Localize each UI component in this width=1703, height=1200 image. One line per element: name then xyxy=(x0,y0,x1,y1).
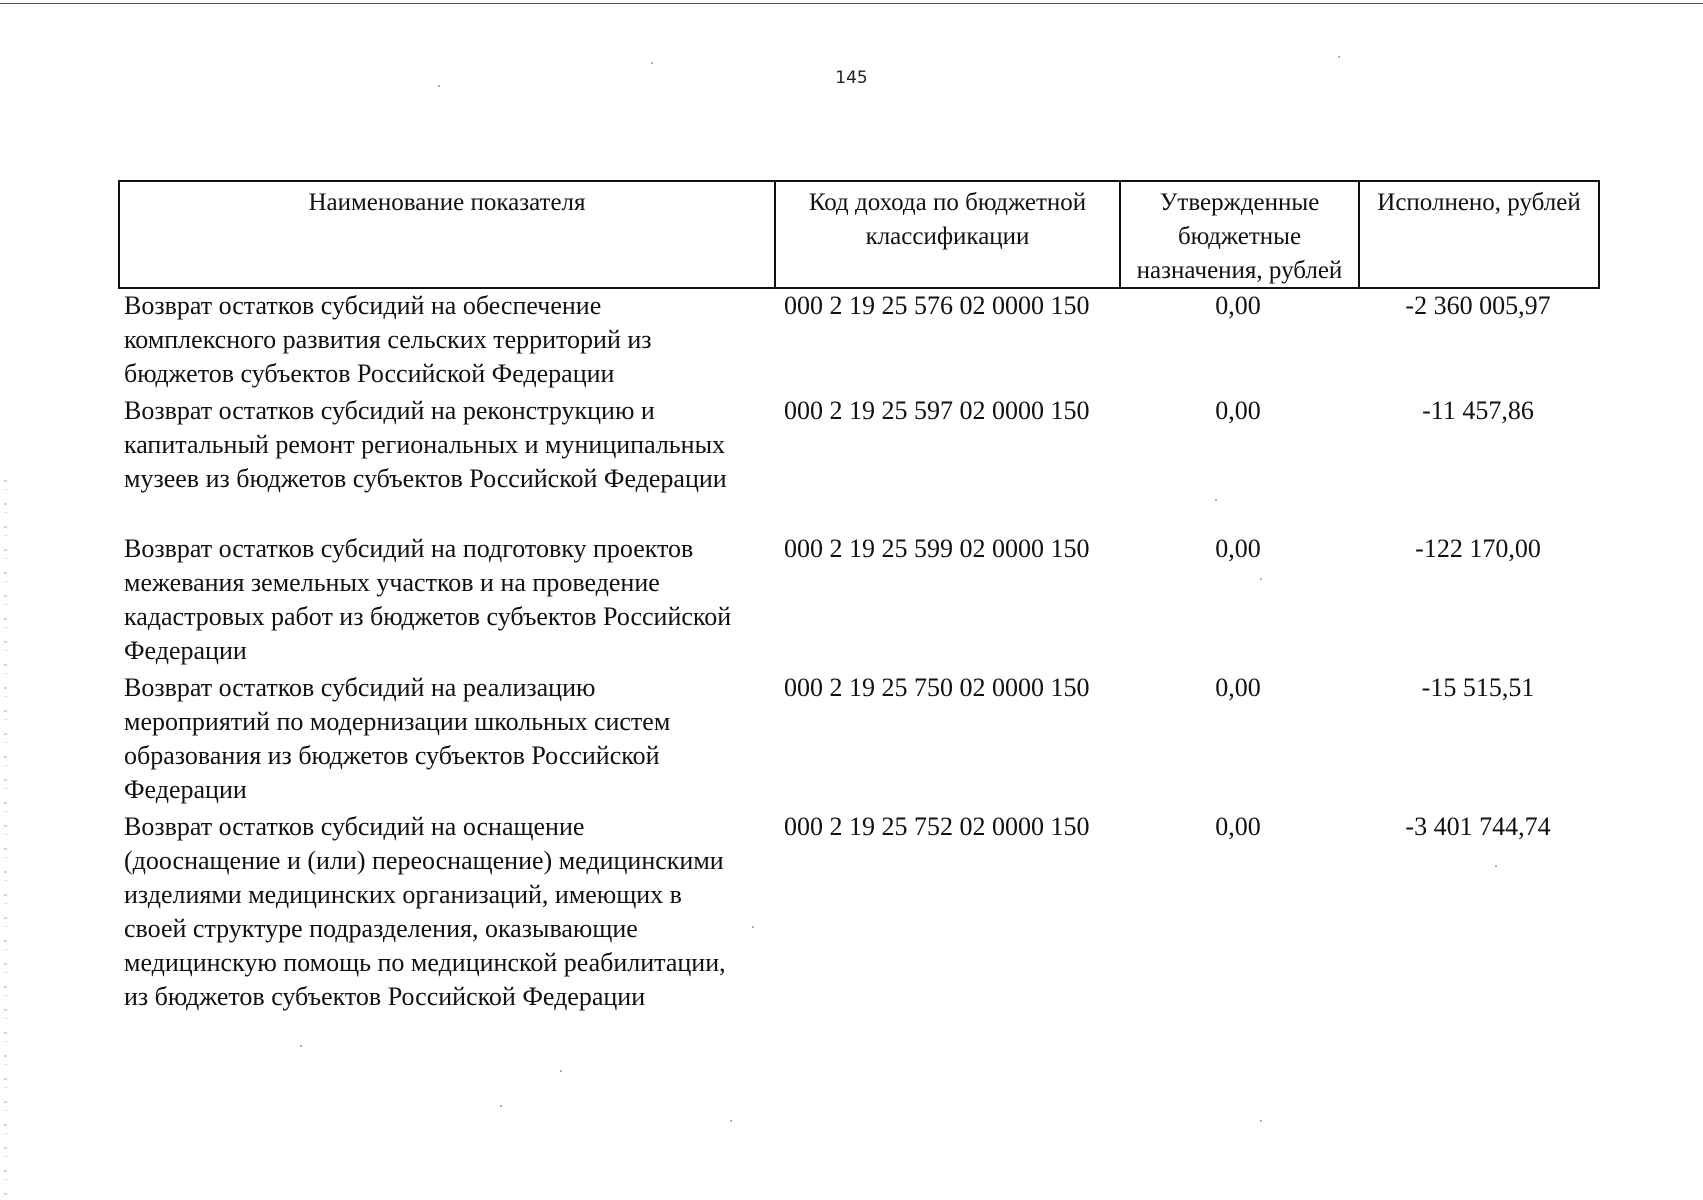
row-name: Возврат остатков субсидий на реализацию мероприятий по модернизации школьных систем образования из бюджетов субъектов Российской Федерации xyxy=(124,673,671,804)
row-approved: 0,00 xyxy=(1215,396,1261,425)
scan-edge-noise xyxy=(4,480,7,1200)
row-executed: -3 401 744,74 xyxy=(1405,812,1551,841)
scan-speck xyxy=(560,1070,562,1072)
row-name: Возврат остатков субсидий на подготовку проектов межевания земельных участков и на проведение кадастровых работ из бюджетов субъектов Российской Федерации xyxy=(124,534,732,665)
table-header xyxy=(118,180,1600,289)
top-scan-rule xyxy=(0,3,1703,4)
row-code: 000 2 19 25 576 02 0000 150 xyxy=(784,291,1090,320)
scan-speck xyxy=(1260,1120,1262,1122)
row-approved: 0,00 xyxy=(1215,673,1261,702)
row-name: Возврат остатков субсидий на оснащение (дооснащение и (или) переоснащение) медицинскими изделиями медицинских организаций, имеющих в своей структуре подразделения, оказывающие медицинскую помощь по медицинской реабилитации, из бюджетов субъектов Российской Федерации xyxy=(124,812,726,1011)
scan-speck xyxy=(1495,865,1497,867)
header-name: Наименование показателя xyxy=(308,189,586,216)
row-executed: -11 457,86 xyxy=(1422,396,1534,425)
header-approved: Утвержденные бюджетные назначения, рублей xyxy=(1119,182,1358,287)
row-code: 000 2 19 25 750 02 0000 150 xyxy=(784,673,1090,702)
row-executed: -2 360 005,97 xyxy=(1405,291,1551,320)
row-executed: -122 170,00 xyxy=(1415,534,1541,563)
page-number: 145 xyxy=(835,68,868,88)
row-approved: 0,00 xyxy=(1215,291,1261,320)
scan-speck xyxy=(1260,578,1262,580)
row-approved: 0,00 xyxy=(1215,534,1261,563)
scan-speck xyxy=(300,1045,302,1047)
scan-speck xyxy=(1338,56,1340,58)
scan-speck xyxy=(1215,499,1217,501)
row-code: 000 2 19 25 599 02 0000 150 xyxy=(784,534,1090,563)
row-code: 000 2 19 25 752 02 0000 150 xyxy=(784,812,1090,841)
scan-speck xyxy=(651,62,653,64)
row-approved: 0,00 xyxy=(1215,812,1261,841)
scan-speck xyxy=(752,926,754,928)
row-name: Возврат остатков субсидий на обеспечение комплексного развития сельских территорий из бюджетов субъектов Российской Федерации xyxy=(124,291,652,388)
row-name: Возврат остатков субсидий на реконструкцию и капитальный ремонт региональных и муниципальных музеев из бюджетов субъектов Российской Федерации xyxy=(124,396,727,493)
header-executed: Исполнено, рублей xyxy=(1358,182,1598,287)
scan-speck xyxy=(438,85,440,87)
row-executed: -15 515,51 xyxy=(1421,673,1535,702)
scan-speck xyxy=(500,1105,502,1107)
header-code: Код дохода по бюджетной классификации xyxy=(774,182,1119,287)
row-code: 000 2 19 25 597 02 0000 150 xyxy=(784,396,1090,425)
scan-speck xyxy=(730,1120,732,1122)
